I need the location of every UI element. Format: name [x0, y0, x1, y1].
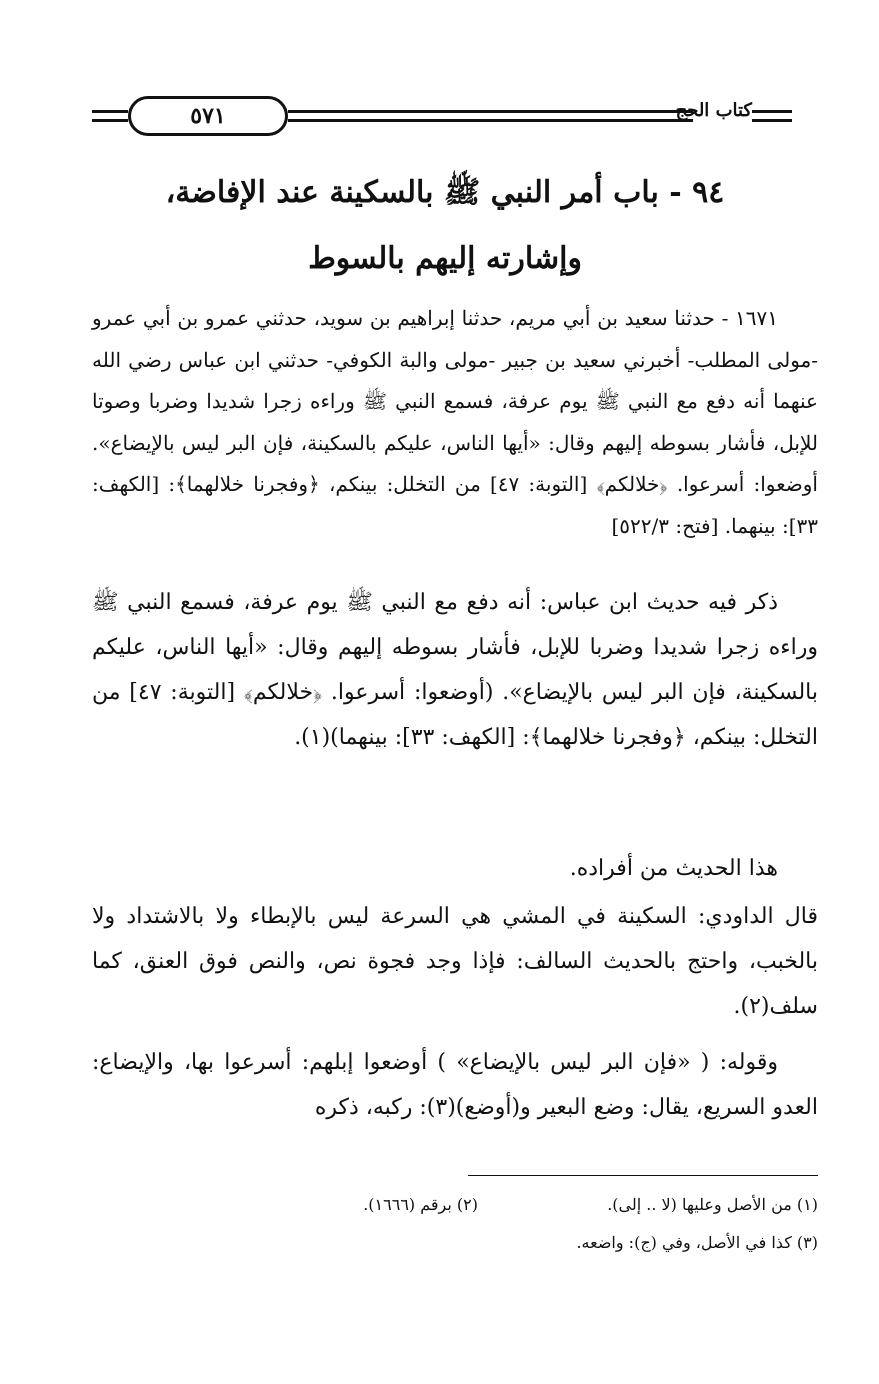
chapter-title-line-1: ٩٤ - باب أمر النبي ﷺ بالسكينة عند الإفاضة، [165, 175, 725, 210]
book-title: كتاب الحج [675, 100, 752, 121]
qawluhu-paragraph: وقوله: ( «فإن البر ليس بالإيضاع» ) أوضعوا إبلهم: أسرعوا بها، والإيضاع: العدو السريع، يقال: وضع البعير و(أوضع)(٣): ركبه، ذكره [92, 1050, 818, 1120]
chapter-title-line-2: وإشارته إليهم بالسوط [308, 241, 582, 276]
footnote-separator [468, 1175, 818, 1176]
header-rule-middle [288, 110, 693, 122]
chapter-title [80, 160, 810, 292]
footnote-3: (٣) كذا في الأصل، وفي (ج): واضعه. [576, 1233, 818, 1252]
commentary-paragraph: ذكر فيه حديث ابن عباس: أنه دفع مع النبي ﷺ يوم عرفة، فسمع النبي ﷺ وراءه زجرا شديدا وضربا للإبل، فأشار بسوطه إليهم وقال: «أيها الناس، عليكم بالسكينة، فإن البر ليس بالإيضاع». (أوضعوا: أسرعوا. ﴿خلالكم﴾ [التوبة: ٤٧] من التخلل: بينكم، ﴿وفجرنا خلالهما﴾: [الكهف: ٣٣]: بينهما)(١). [92, 590, 818, 750]
header-rule-left [92, 110, 128, 122]
header-rule-right [752, 110, 792, 122]
footnote-row [92, 1186, 818, 1224]
footnotes [92, 1186, 818, 1262]
footnote-2: (٢) برقم (١٦٦٦). [363, 1195, 478, 1214]
page-number: ٥٧١ [128, 96, 288, 136]
footnote-row [92, 1224, 818, 1262]
daudi-paragraph: قال الداودي: السكينة في المشي هي السرعة ليس بالإبطاء ولا بالاشتداد ولا بالخبب، واحتج بالحديث السالف: فإذا وجد فجوة نص، والنص فوق العنق، كما سلف(٢). [92, 904, 818, 1019]
running-header [92, 96, 792, 136]
footnote-1: (١) من الأصل وعليها (لا .. إلى). [607, 1195, 818, 1214]
intro-line: هذا الحديث من أفراده. [569, 856, 778, 881]
hadith-text: ١٦٧١ - حدثنا سعيد بن أبي مريم، حدثنا إبراهيم بن سويد، حدثني عمرو بن أبي عمرو -مولى المطلب- أخبرني سعيد بن جبير -مولى والبة الكوفي- حدثني ابن عباس رضي الله عنهما أنه دفع مع النبي ﷺ يوم عرفة، فسمع النبي ﷺ وراءه زجرا شديدا وضربا وصوتا للإبل، فأشار بسوطه إليهم وقال: «أيها الناس، عليكم بالسكينة، فإن البر ليس بالإيضاع». أوضعوا: أسرعوا. ﴿خلالكم﴾ [التوبة: ٤٧] من التخلل: بينكم، ﴿وفجرنا خلالهما﴾: [الكهف: ٣٣]: بينهما. [فتح: ٥٢٢/٣] [92, 306, 818, 538]
